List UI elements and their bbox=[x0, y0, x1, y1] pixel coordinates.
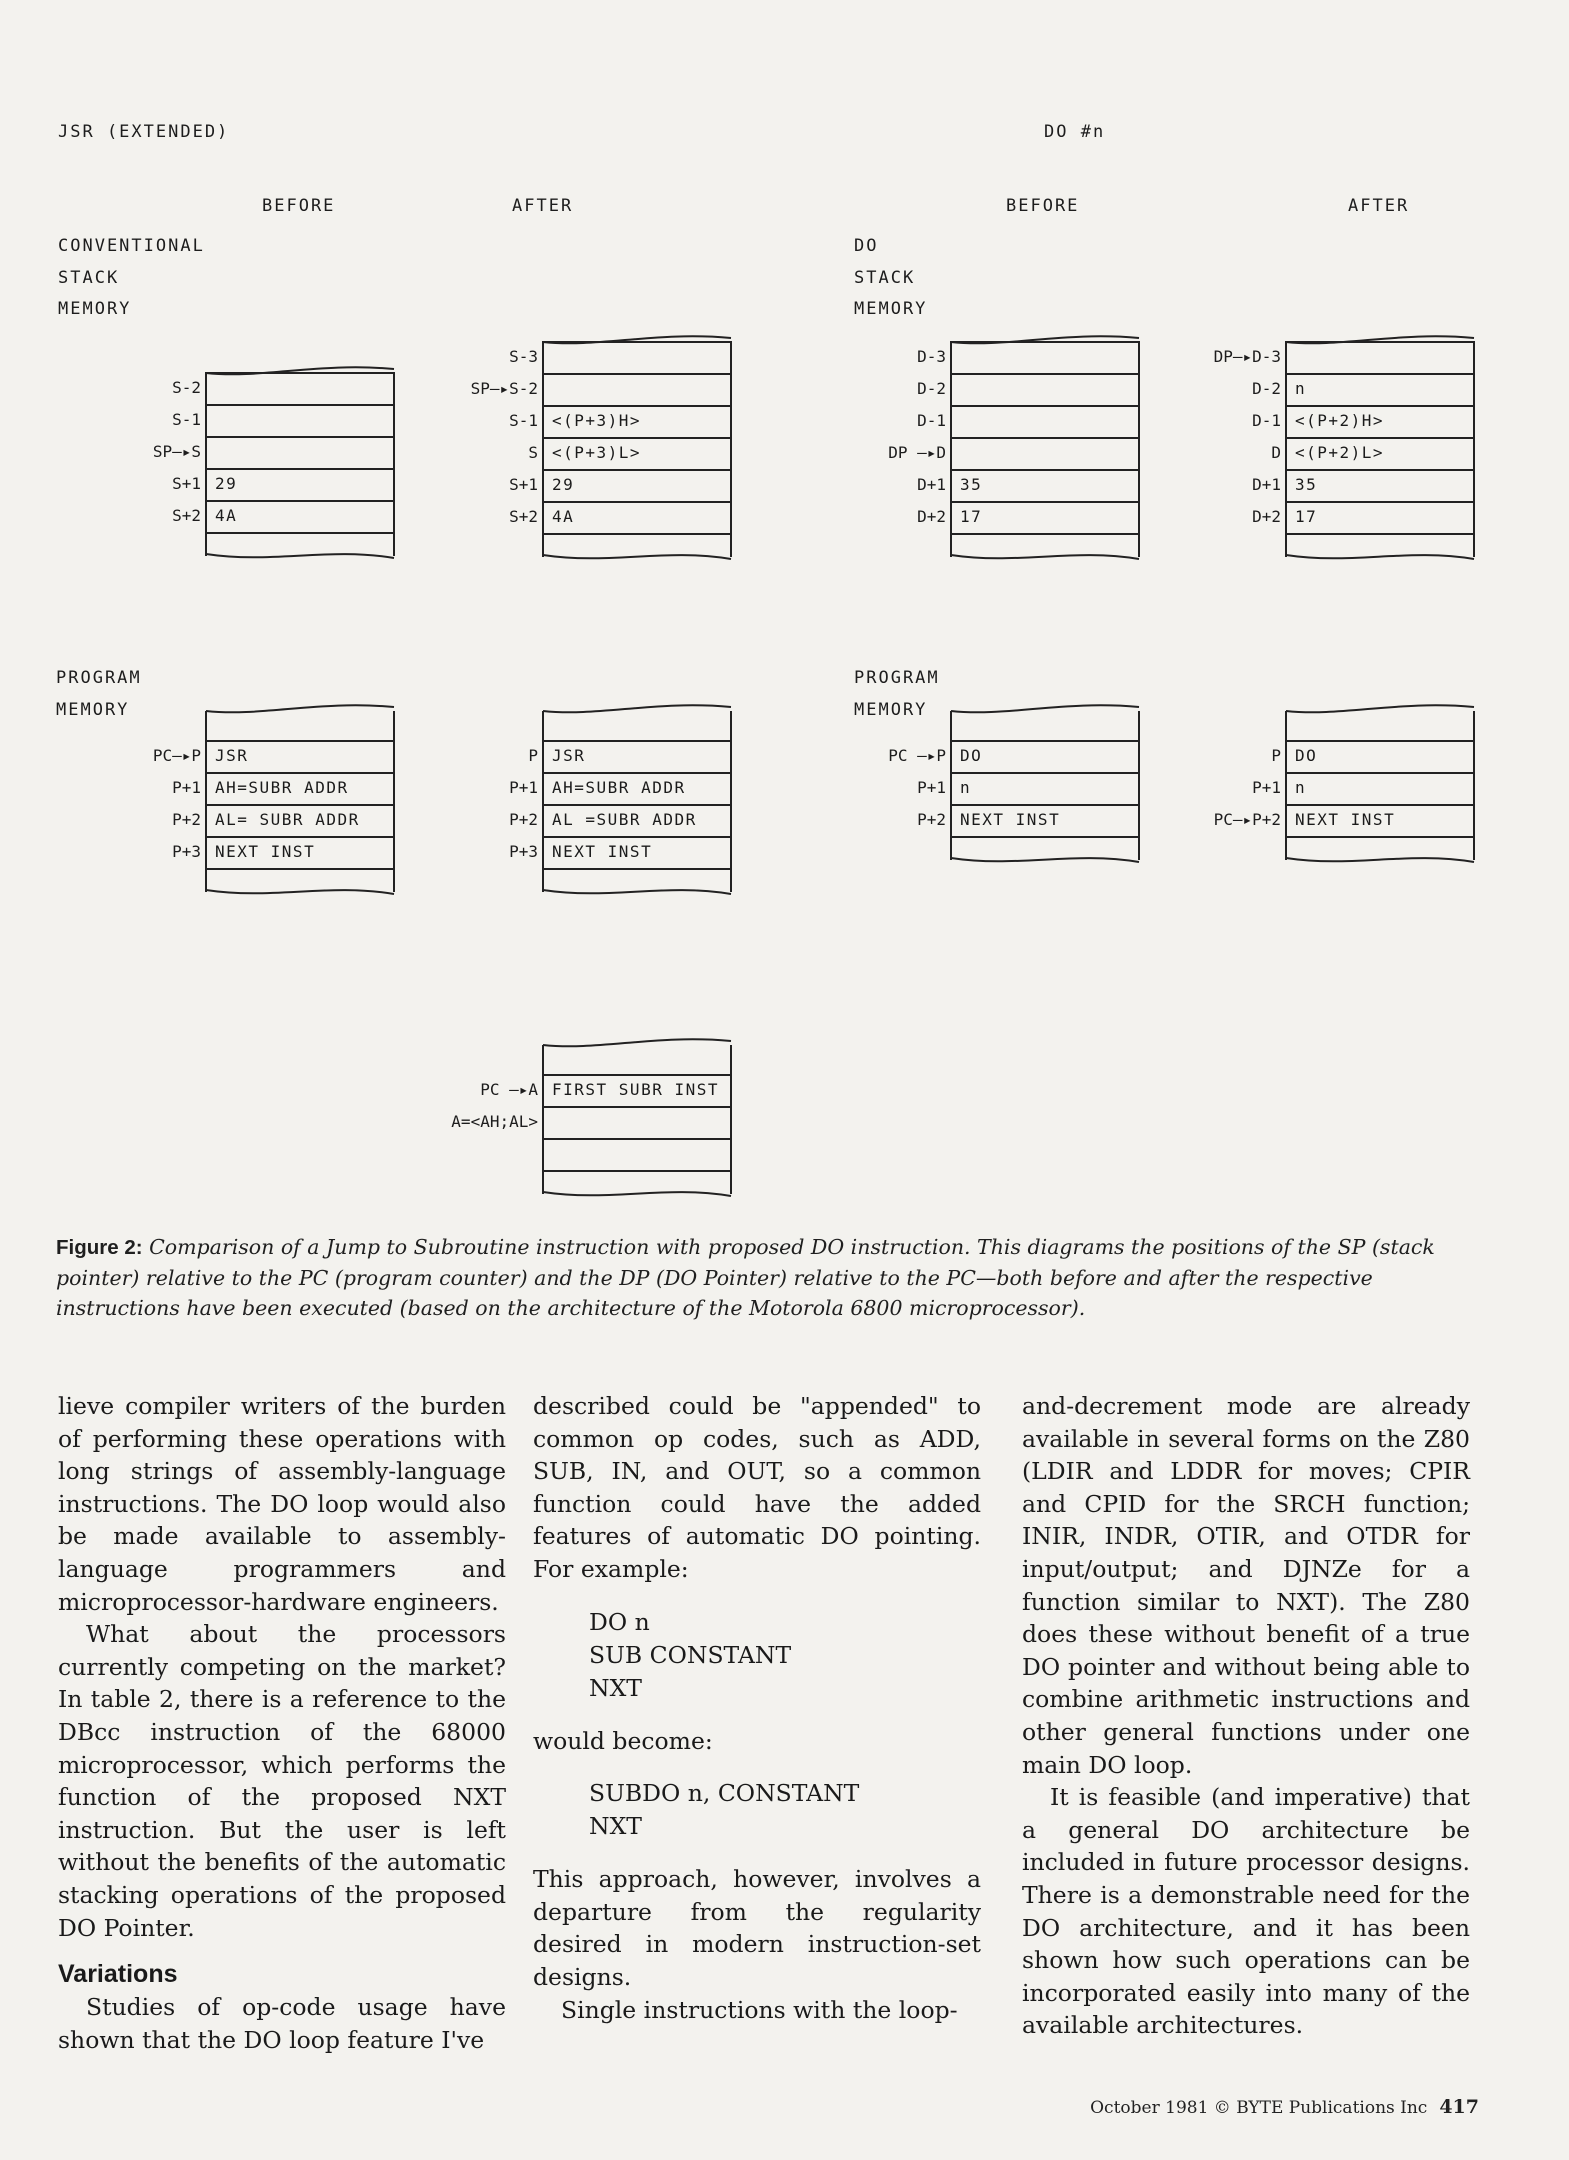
torn-edge-bottom bbox=[542, 549, 732, 565]
address-label: D-1 bbox=[917, 411, 946, 430]
memory-cell: 4A bbox=[205, 500, 395, 532]
memory-cell bbox=[950, 373, 1140, 405]
address-label: S-3 bbox=[509, 347, 538, 366]
memory-cell: n bbox=[950, 772, 1140, 804]
address-label: P+3 bbox=[172, 842, 201, 861]
jsr-after-label: AFTER bbox=[512, 196, 574, 216]
address-label: P+3 bbox=[509, 842, 538, 861]
do-program-label: PROGRAM bbox=[854, 668, 940, 688]
address-label: P bbox=[1271, 746, 1281, 765]
stack-cap bbox=[950, 711, 1140, 740]
footer-credit: October 1981 © BYTE Publications Inc bbox=[1090, 2098, 1428, 2118]
code-line: SUBDO n, CONSTANT bbox=[589, 1779, 860, 1808]
program-memory-label: MEMORY bbox=[56, 700, 130, 720]
address-label: S-1 bbox=[172, 410, 201, 429]
address-label: PC—▸P bbox=[152, 746, 201, 765]
memory-cell: 17 bbox=[950, 501, 1140, 533]
page-footer bbox=[1090, 2096, 1479, 2118]
address-label: D-2 bbox=[1252, 379, 1281, 398]
address-label: P+1 bbox=[509, 778, 538, 797]
conventional-label: CONVENTIONAL bbox=[58, 236, 205, 256]
address-label: D bbox=[1271, 443, 1281, 462]
code-line: DO n bbox=[589, 1607, 650, 1636]
paragraph: This approach, however, involves a departure from the regularity desired in modern instruction-set designs. bbox=[533, 1865, 981, 1991]
address-label: P+2 bbox=[917, 810, 946, 829]
stack-cap bbox=[205, 711, 395, 740]
code-example-2 bbox=[589, 1777, 981, 1843]
paragraph: Studies of op-code usage have shown that the DO loop feature I've bbox=[58, 1993, 506, 2054]
memory-cell: 17 bbox=[1285, 501, 1475, 533]
address-label: PC —▸A bbox=[480, 1080, 538, 1099]
paragraph: What about the processors currently competing on the market? In table 2, there is a reference to the DBcc instruction of the 68000 microprocessor, which performs the function of the proposed NXT instruction. But the user is left without the benefits of the automatic stacking operations of the proposed DO Pointer. bbox=[58, 1620, 506, 1942]
memory-cell bbox=[542, 373, 732, 405]
memory-cell: 35 bbox=[950, 469, 1140, 501]
torn-edge-bottom bbox=[950, 549, 1140, 565]
section-heading: Variations bbox=[58, 1960, 178, 1989]
paragraph: and-decrement mode are already available in several forms on the Z80 (LDIR and LDDR for moves; CPIR and CPID for the SRCH function; INIR, INDR, OTIR, and OTDR for input/output; and DJNZe for a function similar to NXT). The Z80 does these without benefit of a true DO pointer and without being able to combine arithmetic instructions and other general functions under one main DO loop. bbox=[1022, 1392, 1470, 1779]
address-label: D+2 bbox=[1252, 507, 1281, 526]
memory-cell bbox=[542, 1138, 732, 1170]
torn-edge-bottom bbox=[542, 884, 732, 900]
memory-cell: <(P+3)H> bbox=[542, 405, 732, 437]
torn-edge-bottom bbox=[1285, 549, 1475, 565]
address-label: D+1 bbox=[1252, 475, 1281, 494]
address-label: A=<AH;AL> bbox=[451, 1112, 538, 1131]
stack-label: STACK bbox=[58, 268, 120, 288]
do-memory-label: MEMORY bbox=[854, 299, 928, 319]
memory-cell bbox=[950, 405, 1140, 437]
code-line: NXT bbox=[589, 1673, 642, 1702]
paragraph: lieve compiler writers of the burden of performing these operations with long strings of assembly-language instructions. The DO loop would also be made available to assembly-language programmers and microprocessor-hardware engineers. bbox=[58, 1392, 506, 1616]
address-label: D+2 bbox=[917, 507, 946, 526]
address-label: P+1 bbox=[172, 778, 201, 797]
code-line: NXT bbox=[589, 1812, 642, 1841]
torn-edge-bottom bbox=[950, 852, 1140, 868]
memory-cell bbox=[205, 436, 395, 468]
memory-cell: DO bbox=[950, 740, 1140, 772]
memory-cell bbox=[950, 437, 1140, 469]
memory-label: MEMORY bbox=[58, 299, 132, 319]
memory-cell bbox=[950, 341, 1140, 373]
do-program-memory-label: MEMORY bbox=[854, 700, 928, 720]
address-label: SP—▸S bbox=[152, 442, 201, 461]
do-stack-label: STACK bbox=[854, 268, 916, 288]
address-label: S+2 bbox=[509, 507, 538, 526]
address-label: PC—▸P+2 bbox=[1213, 810, 1281, 829]
address-label: S+2 bbox=[172, 506, 201, 525]
memory-cell: <(P+2)L> bbox=[1285, 437, 1475, 469]
jsr-diagram-title: JSR (EXTENDED) bbox=[58, 122, 230, 142]
memory-cell: 29 bbox=[205, 468, 395, 500]
address-label: S-2 bbox=[172, 378, 201, 397]
paragraph: Single instructions with the loop- bbox=[561, 1995, 958, 2024]
do-diagram-title: DO #n bbox=[1044, 122, 1106, 142]
address-label: D-2 bbox=[917, 379, 946, 398]
address-label: D+1 bbox=[917, 475, 946, 494]
address-label: S-1 bbox=[509, 411, 538, 430]
address-label: SP—▸S-2 bbox=[470, 379, 538, 398]
address-label: S+1 bbox=[172, 474, 201, 493]
jsr-before-label: BEFORE bbox=[262, 196, 336, 216]
address-label: D-3 bbox=[917, 347, 946, 366]
memory-cell: <(P+3)L> bbox=[542, 437, 732, 469]
memory-cell bbox=[542, 341, 732, 373]
torn-edge-bottom bbox=[205, 884, 395, 900]
address-label: D-1 bbox=[1252, 411, 1281, 430]
body-column-1 bbox=[58, 1390, 506, 2056]
address-label: P+1 bbox=[917, 778, 946, 797]
memory-cell: NEXT INST bbox=[950, 804, 1140, 836]
memory-cell: AL= SUBR ADDR bbox=[205, 804, 395, 836]
address-label: DP —▸D bbox=[888, 443, 946, 462]
memory-cell: AH=SUBR ADDR bbox=[205, 772, 395, 804]
address-label: P bbox=[528, 746, 538, 765]
memory-cell: JSR bbox=[542, 740, 732, 772]
address-label: PC —▸P bbox=[888, 746, 946, 765]
memory-cell: <(P+2)H> bbox=[1285, 405, 1475, 437]
address-label: S bbox=[528, 443, 538, 462]
body-column-3 bbox=[1022, 1390, 1470, 2042]
figure-caption bbox=[56, 1232, 1476, 1323]
figure-caption-text: Comparison of a Jump to Subroutine instruction with proposed DO instruction. This diagrams the positions of the SP (stack pointer) relative to the PC (program counter) and the DP (DO Pointer) relative to the PC—both before and after the respective instructions have been executed (based on the architecture of the Motorola 6800 microprocessor). bbox=[56, 1235, 1435, 1320]
memory-cell: 4A bbox=[542, 501, 732, 533]
memory-cell: 35 bbox=[1285, 469, 1475, 501]
paragraph: It is feasible (and imperative) that a general DO architecture be included in future processor designs. There is a demonstrable need for the DO architecture, and it has been shown how such operations can be incorporated easily into many of the available architectures. bbox=[1022, 1783, 1470, 2040]
address-label: P+2 bbox=[509, 810, 538, 829]
do-label: DO bbox=[854, 236, 879, 256]
memory-cell bbox=[205, 372, 395, 404]
memory-cell: FIRST SUBR INST bbox=[542, 1074, 732, 1106]
memory-cell: JSR bbox=[205, 740, 395, 772]
memory-cell: AL =SUBR ADDR bbox=[542, 804, 732, 836]
stack-cap bbox=[542, 711, 732, 740]
torn-edge-bottom bbox=[542, 1186, 732, 1202]
memory-cell: DO bbox=[1285, 740, 1475, 772]
memory-cell: n bbox=[1285, 373, 1475, 405]
code-line: SUB CONSTANT bbox=[589, 1640, 792, 1669]
code-example-1 bbox=[589, 1606, 981, 1705]
page-number: 417 bbox=[1439, 2096, 1479, 2118]
memory-cell bbox=[1285, 341, 1475, 373]
memory-cell: NEXT INST bbox=[542, 836, 732, 868]
address-label: P+1 bbox=[1252, 778, 1281, 797]
stack-cap bbox=[542, 1045, 732, 1074]
memory-cell: NEXT INST bbox=[1285, 804, 1475, 836]
paragraph: would become: bbox=[533, 1726, 713, 1755]
body-column-2 bbox=[533, 1390, 981, 2026]
torn-edge-bottom bbox=[1285, 852, 1475, 868]
figure-caption-label: Figure 2: bbox=[56, 1236, 143, 1259]
program-label: PROGRAM bbox=[56, 668, 142, 688]
memory-cell: NEXT INST bbox=[205, 836, 395, 868]
address-label: DP—▸D-3 bbox=[1213, 347, 1281, 366]
memory-cell bbox=[542, 1106, 732, 1138]
memory-cell: AH=SUBR ADDR bbox=[542, 772, 732, 804]
do-before-label: BEFORE bbox=[1006, 196, 1080, 216]
memory-cell: 29 bbox=[542, 469, 732, 501]
stack-cap bbox=[1285, 711, 1475, 740]
memory-cell bbox=[205, 404, 395, 436]
memory-cell: n bbox=[1285, 772, 1475, 804]
address-label: P+2 bbox=[172, 810, 201, 829]
torn-edge-bottom bbox=[205, 548, 395, 564]
paragraph: described could be "appended" to common op codes, such as ADD, SUB, IN, and OUT, so a common function could have the added features of automatic DO pointing. For example: bbox=[533, 1392, 981, 1583]
do-after-label: AFTER bbox=[1348, 196, 1410, 216]
address-label: S+1 bbox=[509, 475, 538, 494]
